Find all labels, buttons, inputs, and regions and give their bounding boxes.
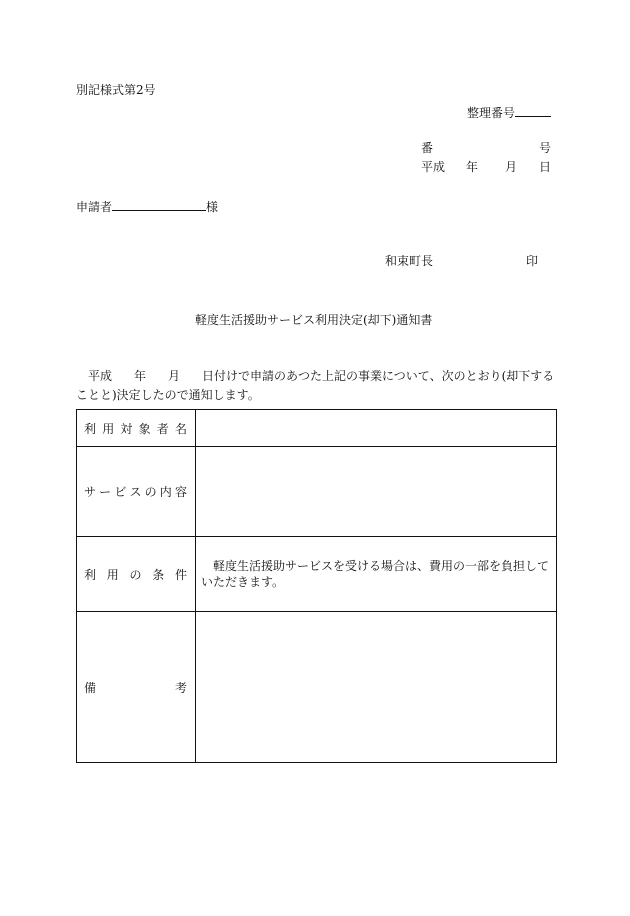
label-chars: サ ー ビ ス の 内 容 [84,485,187,499]
applicant-suffix: 様 [206,200,219,214]
label-chars: 利 用 対 象 者 名 [84,421,187,436]
value-remarks[interactable] [196,612,557,763]
body-month: 月 [168,369,181,383]
date-year: 年 [466,160,479,174]
body-era: 平成 [88,369,113,383]
table-row [77,447,557,537]
label-chars: 利 用 の 条 件 [84,567,187,582]
date-month: 月 [505,160,518,174]
issuer-name: 和束町長 [385,254,434,268]
form-number: 別記様式第2号 [76,83,156,97]
value-target-person[interactable] [196,410,557,447]
table-row [77,410,557,447]
applicant-name-blank[interactable] [112,198,206,211]
applicant-line [76,198,218,214]
label-service-content [77,447,196,537]
label-chars: 備 考 [84,680,187,695]
body-year: 年 [134,369,147,383]
number-line-right: 号 [539,141,552,155]
reference-number-blank[interactable] [515,104,551,117]
label-target-person [77,410,196,447]
conditions-text: 軽度生活援助サービスを受ける場合は、費用の一部を負担していただきます。 [201,559,550,589]
label-usage-conditions [77,537,196,612]
details-table [76,409,557,763]
date-day: 日 [539,160,552,174]
value-usage-conditions [196,537,557,612]
document-title: 軽度生活援助サービス利用決定(却下)通知書 [195,313,433,327]
value-service-content[interactable] [196,447,557,537]
reference-number-label: 整理番号 [467,106,516,120]
notice-body [76,367,560,405]
table-row [77,537,557,612]
table-row [77,612,557,763]
reference-number [467,104,551,120]
number-line-left: 番 [421,141,434,155]
applicant-label: 申請者 [76,200,113,214]
seal-mark: 印 [526,254,539,268]
label-remarks [77,612,196,763]
date-era: 平成 [421,160,446,174]
body-text: 日付けで申請のあつた上記の事業について、次のとおり(却下することと)決定したので通知します。 [76,369,555,402]
